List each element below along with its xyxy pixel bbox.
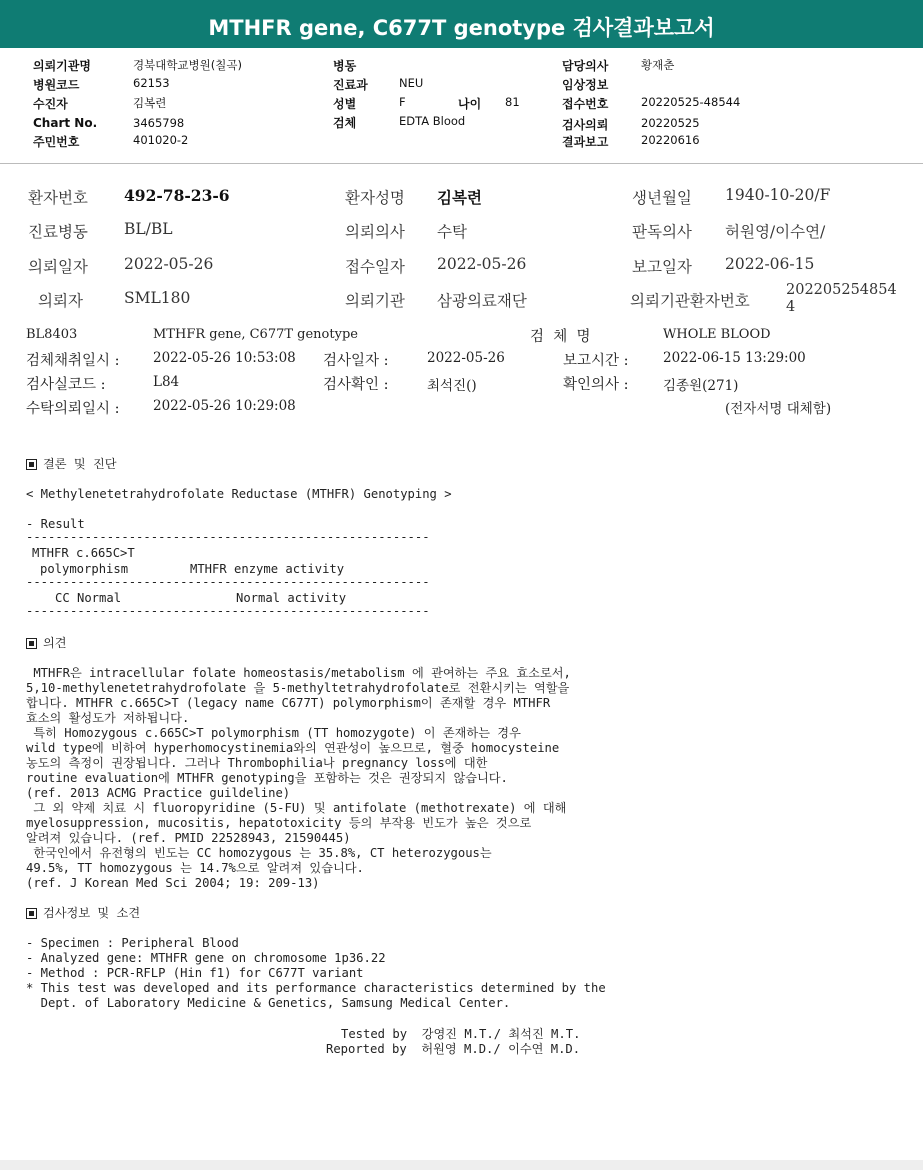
result-report-label: 결과보고 — [562, 135, 609, 149]
collect-time-label: 검체채취일시 : — [26, 353, 120, 369]
resident-no-value: 401020-2 — [133, 133, 189, 147]
attending-value: 황재춘 — [641, 58, 675, 72]
ward-label: 병동 — [333, 59, 357, 73]
specimen-value: EDTA Blood — [399, 114, 466, 128]
sex-label: 성별 — [333, 97, 357, 111]
opinion-line: 한국인에서 유전형의 빈도는 CC homozygous 는 35.8%, CT heterozygous는 — [26, 846, 492, 860]
result-report-value: 20220616 — [641, 133, 700, 147]
result-dash-1: ------------------------------------------------------- — [26, 530, 430, 544]
header-divider — [0, 163, 923, 164]
examinee-label: 수진자 — [33, 97, 68, 111]
section-conclusion-text: 결론 및 진단 — [43, 457, 117, 471]
section-opinion-text: 의견 — [43, 636, 67, 650]
lab-code-label: 검사실코드 : — [26, 377, 106, 393]
req-doctor: 수탁 — [437, 223, 467, 241]
age-value: 81 — [505, 95, 520, 109]
info-body — [26, 936, 606, 1011]
clinical-info-label: 임상정보 — [562, 78, 609, 92]
receipt-no-value: 20220525-48544 — [641, 95, 741, 109]
req-doctor-label: 의뢰의사 — [345, 223, 405, 241]
hospital-code-value: 62153 — [133, 76, 170, 90]
reader-label: 판독의사 — [632, 223, 692, 241]
inst-patient-no-line1: 202205254854 — [786, 282, 897, 298]
specimen-label: 검체 — [333, 116, 357, 130]
age-label: 나이 — [458, 97, 482, 111]
patient-id-label: 환자번호 — [28, 189, 88, 207]
test-request-label: 검사의뢰 — [562, 118, 609, 132]
bottom-bar — [0, 1160, 923, 1170]
opinion-line: (ref. 2013 ACMG Practice guildeline) — [26, 786, 291, 800]
dob-label: 생년월일 — [632, 189, 692, 207]
req-time: 2022-05-26 10:29:08 — [153, 398, 296, 414]
section-info-title — [26, 906, 140, 921]
recv-date: 2022-05-26 — [437, 255, 527, 273]
reported-by: Reported by 허원영 M.D./ 이수연 M.D. — [326, 1042, 581, 1056]
report-time-label: 보고시간 : — [563, 353, 629, 369]
opinion-line: (ref. J Korean Med Sci 2004; 19: 209-13) — [26, 876, 320, 890]
requester: SML180 — [124, 289, 191, 307]
section-opinion-title — [26, 636, 67, 651]
col-header-a2: polymorphism — [40, 562, 129, 576]
req-time-label: 수탁의뢰일시 : — [26, 401, 120, 417]
chart-no-label: Chart No. — [33, 116, 98, 130]
ward-value-2: BL/BL — [124, 220, 173, 238]
opinion-line: routine evaluation에 MTHFR genotyping을 포함하는 것은 권장되지 않습니다. — [26, 771, 508, 785]
col-header-a1: MTHFR c.665C>T — [32, 546, 135, 560]
opinion-line: 특히 Homozygous c.665C>T polymorphism (TT homozygote) 이 존재하는 경우 — [26, 726, 521, 740]
section-marker-icon — [26, 459, 37, 470]
result-dash-3: ------------------------------------------------------- — [26, 604, 430, 618]
confirm-value: 최석진() — [427, 378, 477, 394]
attending-label: 담당의사 — [562, 59, 609, 73]
department-value: NEU — [399, 76, 424, 90]
result-activity: Normal activity — [236, 591, 347, 605]
section-marker-icon — [26, 638, 37, 649]
lab-code: L84 — [153, 374, 180, 390]
genotyping-title: < Methylenetetrahydrofolate Reductase (MTHFR) Genotyping > — [26, 487, 452, 501]
chart-no-value: 3465798 — [133, 116, 185, 130]
test-request-value: 20220525 — [641, 116, 700, 130]
report-date-label: 보고일자 — [632, 258, 692, 276]
institution-label: 의뢰기관명 — [33, 59, 91, 73]
confirm-label: 검사확인 : — [323, 377, 389, 393]
inst-patient-no-line2: 4 — [786, 299, 796, 315]
info-line: - Method : PCR-RFLP (Hin f1) for C677T variant — [26, 966, 364, 980]
opinion-line: 49.5%, TT homozygous 는 14.7%으로 알려져 있습니다. — [26, 861, 364, 875]
confirmer-label: 확인의사 : — [563, 377, 629, 393]
resident-no-label: 주민번호 — [33, 135, 80, 149]
reader: 허원영/이수연/ — [725, 223, 826, 241]
section-marker-icon — [26, 908, 37, 919]
opinion-body — [26, 666, 571, 891]
req-date-label: 의뢰일자 — [28, 258, 88, 276]
test-date: 2022-05-26 — [427, 350, 505, 366]
opinion-line: wild type에 비하여 hyperhomocystinemia와의 연관성이 높으므로, 혈중 homocysteine — [26, 741, 560, 755]
req-institution-label: 의뢰기관 — [345, 292, 405, 310]
opinion-line: MTHFR은 intracellular folate homeostasis/metabolism 에 관여하는 주요 효소로서, — [26, 666, 571, 680]
opinion-line: 합니다. MTHFR c.665C>T (legacy name C677T) polymorphism이 존재할 경우 MTHFR — [26, 696, 551, 710]
hospital-code-label: 병원코드 — [33, 78, 80, 92]
opinion-line: 5,10-methylenetetrahydrofolate 을 5-methyltetrahydrofolate로 전환시키는 역할을 — [26, 681, 570, 695]
collect-time: 2022-05-26 10:53:08 — [153, 350, 296, 366]
test-code: BL8403 — [26, 327, 78, 342]
info-line: Dept. of Laboratory Medicine & Genetics, Samsung Medical Center. — [26, 996, 511, 1010]
info-line: - Analyzed gene: MTHFR gene on chromosome 1p36.22 — [26, 951, 386, 965]
recv-date-label: 접수일자 — [345, 258, 405, 276]
opinion-line: 알려져 있습니다. (ref. PMID 22528943, 21590445) — [26, 831, 351, 845]
tested-by: Tested by 강영진 M.T./ 최석진 M.T. — [341, 1027, 581, 1041]
dob: 1940-10-20/F — [725, 186, 831, 204]
req-institution: 삼광의료재단 — [437, 292, 527, 310]
section-conclusion-title — [26, 457, 117, 472]
institution-value: 경북대학교병원(칠곡) — [133, 58, 242, 72]
section-info-text: 검사정보 및 소견 — [43, 906, 141, 920]
specimen-name-label: 검 체 명 — [530, 329, 591, 345]
result-genotype: CC Normal — [55, 591, 122, 605]
req-date: 2022-05-26 — [124, 255, 214, 273]
specimen-name: WHOLE BLOOD — [663, 327, 771, 342]
info-line: * This test was developed and its performance characteristics determined by the — [26, 981, 606, 995]
report-time: 2022-06-15 13:29:00 — [663, 350, 806, 366]
info-line: - Specimen : Peripheral Blood — [26, 936, 239, 950]
opinion-line: 그 외 약제 치료 시 fluoropyridine (5-FU) 및 antifolate (methotrexate) 에 대해 — [26, 801, 567, 815]
examinee-value: 김복련 — [133, 96, 167, 110]
patient-name: 김복련 — [437, 188, 482, 207]
result-label: - Result — [26, 517, 85, 531]
test-name: MTHFR gene, C677T genotype — [153, 327, 358, 342]
sex-value: F — [399, 95, 406, 109]
report-title: MTHFR gene, C677T genotype 검사결과보고서 — [0, 0, 923, 48]
requester-label: 의뢰자 — [38, 292, 83, 310]
opinion-line: 효소의 활성도가 저하됩니다. — [26, 711, 190, 725]
ward-label-2: 진료병동 — [28, 223, 88, 241]
report-date: 2022-06-15 — [725, 255, 815, 273]
inst-patient-no-label: 의뢰기관환자번호 — [630, 292, 750, 310]
opinion-line: myelosuppression, mucositis, hepatotoxicity 등의 부작용 빈도가 높은 것으로 — [26, 816, 532, 830]
esign-note: (전자서명 대체함) — [725, 401, 832, 417]
test-date-label: 검사일자 : — [323, 353, 389, 369]
department-label: 진료과 — [333, 78, 368, 92]
col-header-b: MTHFR enzyme activity — [190, 562, 345, 576]
result-dash-2: ------------------------------------------------------- — [26, 575, 430, 589]
opinion-line: 농도의 측정이 권장됩니다. 그러나 Thrombophilia나 pregnancy loss에 대한 — [26, 756, 488, 770]
patient-id: 492-78-23-6 — [124, 186, 230, 205]
patient-name-label: 환자성명 — [345, 189, 405, 207]
receipt-no-label: 접수번호 — [562, 97, 609, 111]
confirmer: 김종원(271) — [663, 378, 739, 394]
